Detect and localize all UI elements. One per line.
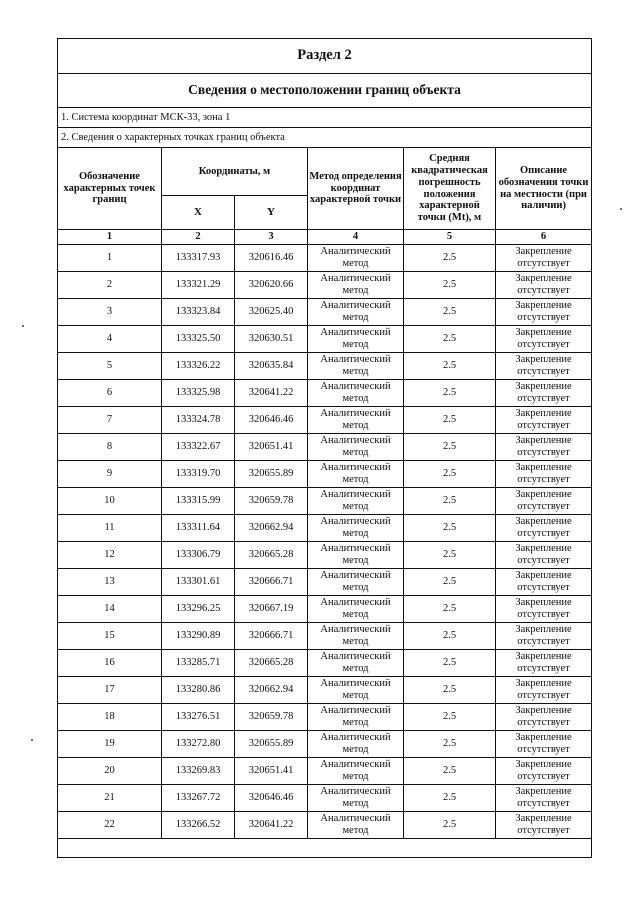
point-number: 20: [58, 758, 162, 785]
description: Закрепление отсутствует: [496, 515, 592, 542]
point-number: 10: [58, 488, 162, 515]
coord-y: 320655.89: [235, 461, 308, 488]
coord-y: 320659.78: [235, 704, 308, 731]
table-row: [58, 515, 592, 542]
empty-cell: [58, 839, 592, 858]
point-number: 5: [58, 353, 162, 380]
point-number: 11: [58, 515, 162, 542]
description: Закрепление отсутствует: [496, 758, 592, 785]
accuracy: 2.5: [404, 785, 496, 812]
coord-x: 133325.98: [162, 380, 235, 407]
table-row: [58, 596, 592, 623]
description: Закрепление отсутствует: [496, 353, 592, 380]
coord-y: 320646.46: [235, 407, 308, 434]
coord-y: 320620.66: [235, 272, 308, 299]
coord-x: 133321.29: [162, 272, 235, 299]
coord-x: 133272.80: [162, 731, 235, 758]
column-number: 6: [496, 230, 592, 245]
coord-x: 133322.67: [162, 434, 235, 461]
coord-y: 320635.84: [235, 353, 308, 380]
method: Аналитический метод: [308, 677, 404, 704]
method: Аналитический метод: [308, 596, 404, 623]
accuracy: 2.5: [404, 299, 496, 326]
accuracy: 2.5: [404, 569, 496, 596]
point-number: 12: [58, 542, 162, 569]
point-number: 7: [58, 407, 162, 434]
table-row: [58, 353, 592, 380]
table-row: [58, 245, 592, 272]
column-number: 2: [162, 230, 235, 245]
scan-speck: [620, 208, 622, 210]
method: Аналитический метод: [308, 407, 404, 434]
coord-x: 133285.71: [162, 650, 235, 677]
method: Аналитический метод: [308, 434, 404, 461]
coord-y: 320655.89: [235, 731, 308, 758]
header-method: Метод определения координат характерной точки: [308, 148, 404, 230]
description: Закрепление отсутствует: [496, 596, 592, 623]
description: Закрепление отсутствует: [496, 272, 592, 299]
header-accuracy: Средняя квадратическая погрешность положения характерной точки (Mt), м: [404, 148, 496, 230]
accuracy: 2.5: [404, 488, 496, 515]
description: Закрепление отсутствует: [496, 785, 592, 812]
table-row: [58, 704, 592, 731]
description: Закрепление отсутствует: [496, 380, 592, 407]
coord-x: 133296.25: [162, 596, 235, 623]
coord-y: 320651.41: [235, 758, 308, 785]
description: Закрепление отсутствует: [496, 812, 592, 839]
coord-x: 133326.22: [162, 353, 235, 380]
table-row: [58, 812, 592, 839]
coord-y: 320625.40: [235, 299, 308, 326]
coord-x: 133267.72: [162, 785, 235, 812]
section-title: Раздел 2: [58, 39, 592, 74]
coord-x: 133280.86: [162, 677, 235, 704]
method: Аналитический метод: [308, 812, 404, 839]
method: Аналитический метод: [308, 326, 404, 353]
coord-y: 320641.22: [235, 812, 308, 839]
description: Закрепление отсутствует: [496, 677, 592, 704]
accuracy: 2.5: [404, 596, 496, 623]
accuracy: 2.5: [404, 461, 496, 488]
accuracy: 2.5: [404, 812, 496, 839]
coord-x: 133301.61: [162, 569, 235, 596]
accuracy: 2.5: [404, 542, 496, 569]
point-number: 14: [58, 596, 162, 623]
method: Аналитический метод: [308, 488, 404, 515]
coord-y: 320651.41: [235, 434, 308, 461]
coord-y: 320659.78: [235, 488, 308, 515]
method: Аналитический метод: [308, 515, 404, 542]
point-number: 6: [58, 380, 162, 407]
coordinate-system: 1. Система координат МСК-33, зона 1: [58, 108, 592, 128]
description: Закрепление отсутствует: [496, 245, 592, 272]
coord-y: 320616.46: [235, 245, 308, 272]
description: Закрепление отсутствует: [496, 461, 592, 488]
accuracy: 2.5: [404, 326, 496, 353]
description: Закрепление отсутствует: [496, 542, 592, 569]
table-row: [58, 569, 592, 596]
point-number: 18: [58, 704, 162, 731]
point-number: 19: [58, 731, 162, 758]
coord-y: 320667.19: [235, 596, 308, 623]
empty-row: [58, 839, 592, 858]
coord-x: 133311.64: [162, 515, 235, 542]
table-row: [58, 326, 592, 353]
coord-x: 133290.89: [162, 623, 235, 650]
points-heading: 2. Сведения о характерных точках границ объекта: [58, 128, 592, 148]
point-number: 17: [58, 677, 162, 704]
table-row: [58, 785, 592, 812]
accuracy: 2.5: [404, 677, 496, 704]
point-number: 8: [58, 434, 162, 461]
point-number: 1: [58, 245, 162, 272]
description: Закрепление отсутствует: [496, 704, 592, 731]
column-number: 5: [404, 230, 496, 245]
method: Аналитический метод: [308, 731, 404, 758]
header-coordinates: Координаты, м: [162, 148, 308, 196]
description: Закрепление отсутствует: [496, 299, 592, 326]
coord-x: 133266.52: [162, 812, 235, 839]
method: Аналитический метод: [308, 623, 404, 650]
table-row: [58, 758, 592, 785]
description: Закрепление отсутствует: [496, 731, 592, 758]
coord-x: 133325.50: [162, 326, 235, 353]
description: Закрепление отсутствует: [496, 407, 592, 434]
method: Аналитический метод: [308, 650, 404, 677]
description: Закрепление отсутствует: [496, 623, 592, 650]
description: Закрепление отсутствует: [496, 326, 592, 353]
table-row: [58, 731, 592, 758]
coord-y: 320662.94: [235, 515, 308, 542]
accuracy: 2.5: [404, 434, 496, 461]
coord-x: 133276.51: [162, 704, 235, 731]
point-number: 2: [58, 272, 162, 299]
accuracy: 2.5: [404, 731, 496, 758]
method: Аналитический метод: [308, 353, 404, 380]
table-row: [58, 272, 592, 299]
column-numbers-row: [58, 230, 592, 245]
point-number: 4: [58, 326, 162, 353]
table-row: [58, 488, 592, 515]
method: Аналитический метод: [308, 758, 404, 785]
accuracy: 2.5: [404, 380, 496, 407]
point-number: 15: [58, 623, 162, 650]
method: Аналитический метод: [308, 380, 404, 407]
coord-y: 320665.28: [235, 650, 308, 677]
coord-x: 133306.79: [162, 542, 235, 569]
description: Закрепление отсутствует: [496, 569, 592, 596]
table-row: [58, 299, 592, 326]
table-row: [58, 380, 592, 407]
accuracy: 2.5: [404, 515, 496, 542]
coord-y: 320641.22: [235, 380, 308, 407]
point-number: 3: [58, 299, 162, 326]
scan-speck: [31, 739, 33, 741]
header-y: Y: [235, 196, 308, 230]
method: Аналитический метод: [308, 785, 404, 812]
coord-x: 133323.84: [162, 299, 235, 326]
description: Закрепление отсутствует: [496, 434, 592, 461]
table-row: [58, 542, 592, 569]
point-number: 16: [58, 650, 162, 677]
point-number: 22: [58, 812, 162, 839]
method: Аналитический метод: [308, 569, 404, 596]
scan-speck: [22, 325, 24, 327]
method: Аналитический метод: [308, 704, 404, 731]
coord-x: 133319.70: [162, 461, 235, 488]
method: Аналитический метод: [308, 542, 404, 569]
accuracy: 2.5: [404, 650, 496, 677]
table-row: [58, 434, 592, 461]
point-number: 21: [58, 785, 162, 812]
coord-x: 133324.78: [162, 407, 235, 434]
description: Закрепление отсутствует: [496, 488, 592, 515]
accuracy: 2.5: [404, 623, 496, 650]
accuracy: 2.5: [404, 245, 496, 272]
accuracy: 2.5: [404, 272, 496, 299]
method: Аналитический метод: [308, 272, 404, 299]
column-number: 1: [58, 230, 162, 245]
accuracy: 2.5: [404, 704, 496, 731]
table-row: [58, 407, 592, 434]
point-number: 9: [58, 461, 162, 488]
accuracy: 2.5: [404, 353, 496, 380]
coord-y: 320646.46: [235, 785, 308, 812]
coord-y: 320662.94: [235, 677, 308, 704]
boundary-points-table: [57, 38, 592, 858]
table-row: [58, 461, 592, 488]
document-sheet: [57, 38, 591, 858]
section-subtitle: Сведения о местоположении границ объекта: [58, 74, 592, 108]
method: Аналитический метод: [308, 299, 404, 326]
table-row: [58, 623, 592, 650]
method: Аналитический метод: [308, 461, 404, 488]
coord-y: 320666.71: [235, 569, 308, 596]
method: Аналитический метод: [308, 245, 404, 272]
description: Закрепление отсутствует: [496, 650, 592, 677]
header-point: Обозначение характерных точек границ: [58, 148, 162, 230]
column-number: 3: [235, 230, 308, 245]
point-number: 13: [58, 569, 162, 596]
coord-x: 133317.93: [162, 245, 235, 272]
header-x: X: [162, 196, 235, 230]
coord-y: 320666.71: [235, 623, 308, 650]
accuracy: 2.5: [404, 758, 496, 785]
coord-y: 320665.28: [235, 542, 308, 569]
column-number: 4: [308, 230, 404, 245]
coord-y: 320630.51: [235, 326, 308, 353]
coord-x: 133269.83: [162, 758, 235, 785]
accuracy: 2.5: [404, 407, 496, 434]
table-row: [58, 650, 592, 677]
table-row: [58, 677, 592, 704]
coord-x: 133315.99: [162, 488, 235, 515]
header-description: Описание обозначения точки на местности (при наличии): [496, 148, 592, 230]
